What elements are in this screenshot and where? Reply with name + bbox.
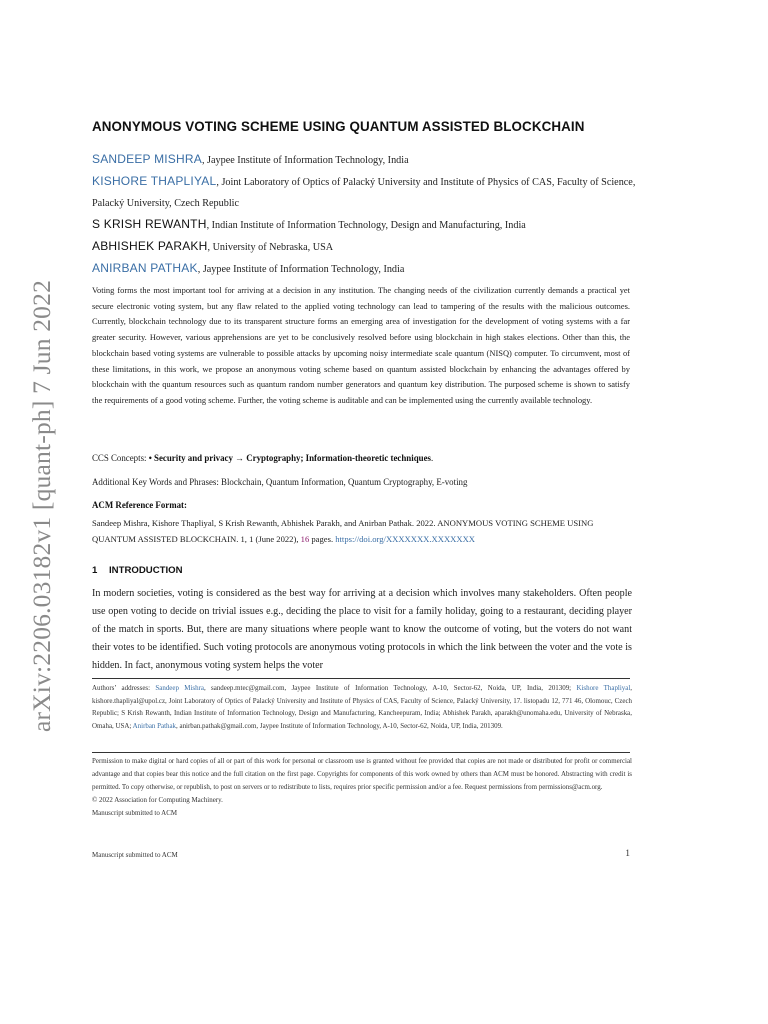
footnote-address: , anirban.pathak@gmail.com, Jaypee Institute of Information Technology, A-10, Sector-62, Noida, UP, India, 201309. xyxy=(176,721,503,730)
doi-link[interactable]: https://doi.org/XXXXXXX.XXXXXXX xyxy=(335,533,475,544)
author-name-link[interactable]: SANDEEP MISHRA xyxy=(92,152,202,166)
section-number: 1 xyxy=(92,565,98,576)
acm-reference-heading: ACM Reference Format: xyxy=(92,500,187,510)
author-name: S KRISH REWANTH xyxy=(92,217,207,231)
citation-pages-suffix: pages. xyxy=(309,533,336,544)
footnote-address: , sandeep.mtec@gmail.com, Jaypee Institute of Information Technology, A-10, Sector-62, Noida, UP, India, 201309; xyxy=(203,684,577,692)
abstract: Voting forms the most important tool for arriving at a decision in any institution. The changing needs of the civilization currently demands a practical yet secure electronic voting system, but any flaw related to the applied voting technology can lead to tampering of the results with the malicious outcomes. Currently, blockchain technology due to its transparent structure forms an emerging area of investigation for the development of voting systems with a far greater security. However, various apprehensions are yet to be conclusively resolved before using blockchain in high stakes elections. Other than this, the blockchain based voting systems are vulnerable to possible attacks by upcoming noisy intermediate scale quantum (NISQ) computer. To circumvent, most of these limitations, in this work, we propose an anonymous voting scheme based on quantum assisted blockchain by enhancing the advantages offered by blockchain with the quantum resources such as quantum random number generators and quantum key distribution. The purposed scheme is shown to satisfy the requirements of a good voting scheme. Further, the voting scheme is auditable and can be implemented using the currently available technology. xyxy=(92,285,630,405)
footnote-address: , kishore.thapliyal@upol.cz, Joint Laboratory of Optics of Palacký University and Institute of Physics of CAS, Faculty of Science, Palacký University, 17. listopadu 12, 771 46, Olomouc, Czech Republic; S Krish Rewanth, Indian Institute of Information Technology, Design and Manufacturing, Kancheepuram, India; Abhishek Parakh, aparakh@unomaha.edu, University of Nebraska, Omaha, USA; xyxy=(92,684,632,730)
footnote-divider xyxy=(92,678,630,679)
manuscript-note: Manuscript submitted to ACM xyxy=(92,809,177,817)
author-name: ABHISHEK PARAKH xyxy=(92,239,208,253)
keywords: Additional Key Words and Phrases: Blockchain, Quantum Information, Quantum Cryptography, E-voting xyxy=(92,477,468,487)
footnote-author-link[interactable]: Kishore Thapliyal xyxy=(576,684,631,692)
page-count-link[interactable]: 16 xyxy=(300,533,310,544)
footnote-prefix: Authors’ addresses: xyxy=(92,684,156,692)
ccs-concept-list: • Security and privacy → Cryptography; Information-theoretic techniques xyxy=(148,453,431,463)
ccs-end: . xyxy=(430,453,434,463)
footnote-author-link[interactable]: Sandeep Mishra xyxy=(155,684,204,692)
ccs-label: CCS Concepts: xyxy=(92,453,149,463)
footer-manuscript: Manuscript submitted to ACM xyxy=(92,851,178,859)
author-affiliation: , Indian Institute of Information Technology, Design and Manufacturing, India xyxy=(206,220,526,231)
page-number: 1 xyxy=(625,849,630,859)
author-name-link[interactable]: ANIRBAN PATHAK xyxy=(92,261,198,275)
author-entry xyxy=(92,236,637,258)
author-affiliation: , University of Nebraska, USA xyxy=(207,242,334,253)
arxiv-id: arXiv:2206.03182v1 [quant-ph] 7 Jun 2022 xyxy=(27,279,57,733)
introduction-text: In modern societies, voting is considered as the best way for arriving at a decision which involves many stakeholders. Often people use open voting to decide on trivial issues e.g., deciding the place to visit for a family holiday, going to a restaurant, deciding player of the match in sports. But, there are many situations where people want to know the outcome of voting, but the voters do not want their votes to be identified. Such voting protocols are anonymous voting protocols in which the link between the voter and the vote is hidden. In fact, anonymous voting system helps the voter xyxy=(92,588,632,672)
author-addresses-footnote xyxy=(92,682,632,732)
author-entry xyxy=(92,149,637,171)
footnote-author-link[interactable]: Anirban Pathak xyxy=(132,721,177,730)
permission-divider xyxy=(92,752,630,753)
ccs-concepts xyxy=(92,453,433,463)
section-title: INTRODUCTION xyxy=(109,565,183,576)
author-list xyxy=(92,149,637,280)
permission-text: Permission to make digital or hard copies of all or part of this work for personal or classroom use is granted without fee provided that copies are not made or distributed for profit or commercial advantage and that copies bear this notice and the full citation on the first page. Copyrights for components of this work owned by others than ACM must be honored. Abstracting with credit is permitted. To copy otherwise, or republish, to post on servers or to redistribute to lists, requires prior specific permission and/or a fee. Request permissions from permissions@acm.org. xyxy=(92,757,632,791)
author-entry xyxy=(92,214,637,236)
author-affiliation: , Joint Laboratory of Optics of Palacký University and Institute of Physics of CAS, Faculty of Science, Palacký University, Czech Republic xyxy=(92,177,636,209)
author-affiliation: , Jaypee Institute of Information Technology, India xyxy=(201,155,409,166)
author-name-link[interactable]: KISHORE THAPLIYAL xyxy=(92,174,217,188)
paper-title: ANONYMOUS VOTING SCHEME USING QUANTUM ASSISTED BLOCKCHAIN xyxy=(92,119,585,134)
section-heading xyxy=(92,565,183,576)
copyright-line: © 2022 Association for Computing Machinery. xyxy=(92,796,223,804)
author-entry xyxy=(92,171,637,214)
arxiv-stamp xyxy=(22,272,62,740)
permission-notice xyxy=(92,755,632,820)
author-affiliation: , Jaypee Institute of Information Technology, India xyxy=(197,264,405,275)
author-entry xyxy=(92,258,637,280)
citation-text: Sandeep Mishra, Kishore Thapliyal, S Krish Rewanth, Abhishek Parakh, and Anirban Pathak. 2022. ANONYMOUS VOTING SCHEME USING QUANTUM ASSISTED BLOCKCHAIN. 1, 1 (June 2022), xyxy=(92,518,594,544)
acm-reference-citation xyxy=(92,516,632,547)
